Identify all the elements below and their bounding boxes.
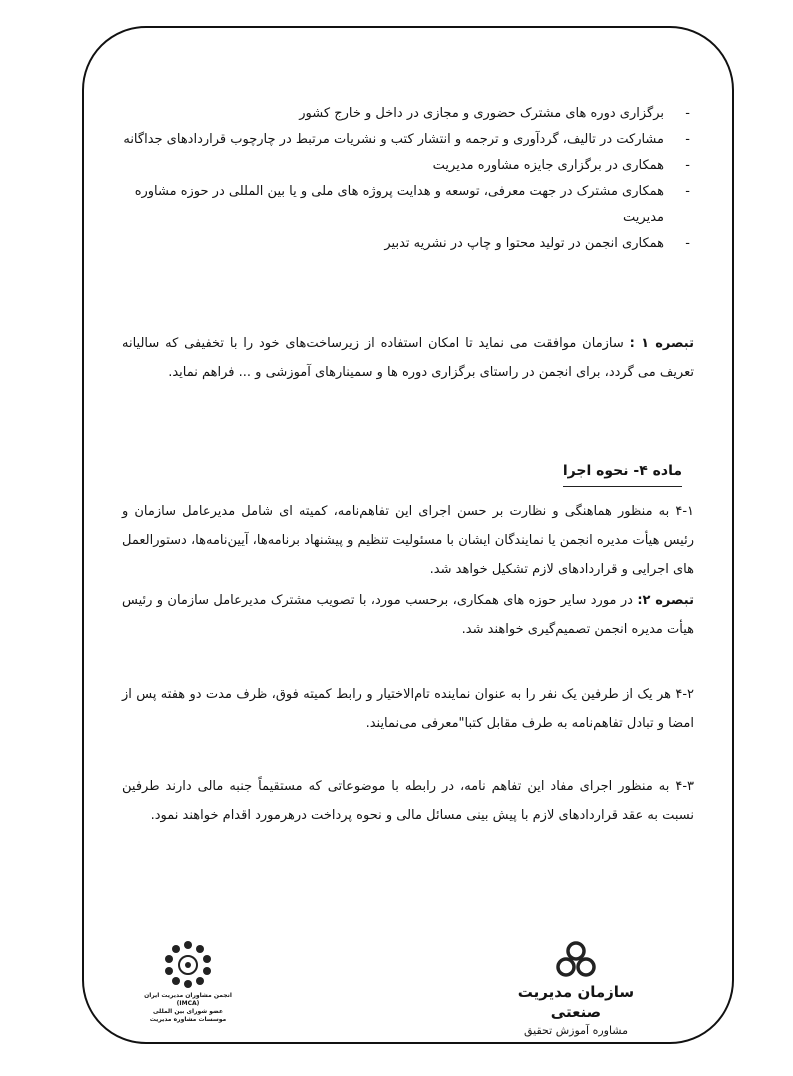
note-1 [122,329,694,387]
note-2 [122,586,694,644]
cooperation-list [122,101,694,257]
list-item: - همکاری در برگزاری جایزه مشاوره مدیریت [122,153,694,179]
imi-logo-icon [554,940,598,978]
note-1-text: سازمان موافقت می نماید تا امکان استفاده از زیرساخت‌های خود را با تخفیفی که سالیانه تعریف می گردد، برای انجمن در راستای برگزاری دوره ها و سمینارهای آموزشی و ... فراهم نماید. [122,336,694,380]
list-item: - همکاری مشترک در جهت معرفی، توسعه و هدایت پروژه های ملی و یا بین المللی در حوزه مشاوره مدیریت [122,179,694,231]
imi-title: سازمان مدیریت صنعتی [517,983,635,1021]
section-heading: ماده ۴- نحوه اجرا [563,459,682,487]
logo-imi [506,940,646,1040]
imca-subtitle: عضو شورای بین المللی موسسات مشاوره مدیریت [149,1008,227,1023]
note-2-label: تبصره ۲: [637,593,694,608]
imi-subtitle: مشاوره آموزش تحقیق [523,1024,629,1037]
list-item: - مشارکت در تالیف، گردآوری و ترجمه و انتشار کتب و نشریات مرتبط در چارچوب قراردادهای جداگانه [122,127,694,153]
imca-name: انجمن مشاوران مدیریت ایران [144,992,232,999]
clause-4-1: ۴-۱ به منظور هماهنگی و نظارت بر حسن اجرای این تفاهم‌نامه، کمیته ای شامل مدیرعامل سازمان و رئیس هیأت مدیره انجمن یا نمایندگان ایشان با مسئولیت تنظیم و پیشنهاد برنامه‌ها، آیین‌نامه‌ها، دستورالعمل های اجرایی و قراردادهای لازم تشکیل خواهد شد. [122,504,694,577]
list-item: - همکاری انجمن در تولید محتوا و چاپ در نشریه تدبیر [122,231,694,257]
clause-4-3: ۴-۳ به منظور اجرای مفاد این تفاهم نامه، در رابطه با موضوعاتی که مستقیماً جنبه مالی دارند طرفین نسبت به عقد قراردادهای لازم با پیش بینی مسائل مالی و نحوه پرداخت درهرمورد اقدام خواهند نمود. [122,779,694,823]
clause-4-2: ۴-۲ هر یک از طرفین یک نفر را به عنوان نماینده تام‌الاختیار و رابط کمیته فوق، ظرف مدت دو هفته پس از امضا و تبادل تفاهم‌نامه به طرف مقابل کتبا"معرفی می‌نمایند. [122,687,694,731]
imca-abbr: (IMCA) [176,1000,200,1007]
imca-logo-icon [160,940,216,988]
logo-imca [140,940,236,1024]
note-2-text: در مورد سایر حوزه های همکاری، برحسب مورد، با تصویب مشترک مدیرعامل سازمان و رئیس هیأت مدیره انجمن تصمیم‌گیری خواهند شد. [122,593,694,637]
list-item: - برگزاری دوره های مشترک حضوری و مجازی در داخل و خارج کشور [122,101,694,127]
note-1-label: تبصره ۱ : [629,336,694,351]
